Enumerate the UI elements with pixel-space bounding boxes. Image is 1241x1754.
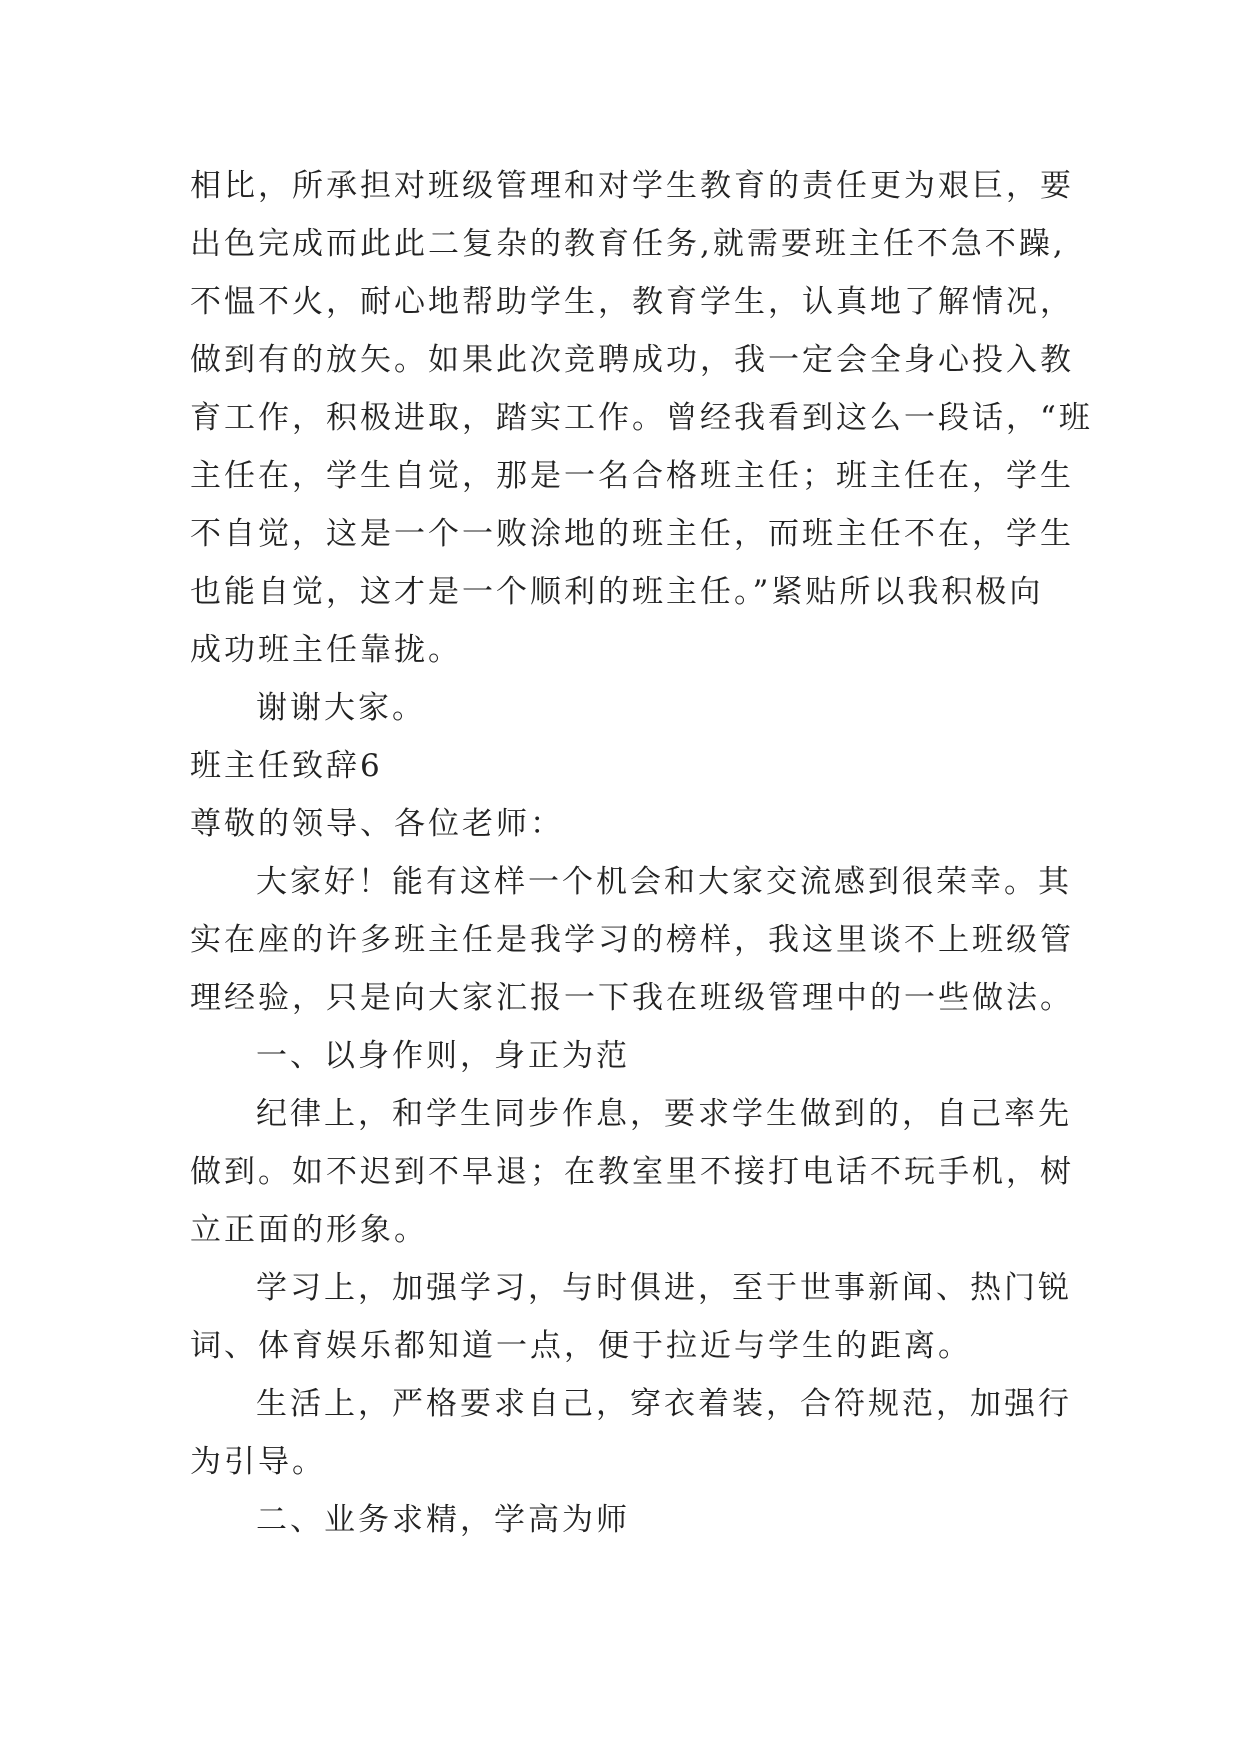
text-line: 育工作，积极进取，踏实工作。曾经我看到这么一段话，“班 bbox=[190, 400, 1093, 436]
text-line: 学习上，加强学习，与时俱进，至于世事新闻、热门锐 bbox=[256, 1270, 1072, 1306]
subheading: 一、以身作则，身正为范 bbox=[256, 1038, 630, 1074]
document-body bbox=[190, 157, 1093, 1549]
text-line: 相比，所承担对班级管理和对学生教育的责任更为艰巨，要 bbox=[190, 168, 1074, 204]
text-line: 理经验，只是向大家汇报一下我在班级管理中的一些做法。 bbox=[190, 980, 1074, 1016]
text-line: 词、体育娱乐都知道一点，便于拉近与学生的距离。 bbox=[190, 1328, 972, 1364]
closing-line: 谢谢大家。 bbox=[256, 690, 426, 726]
subheading: 二、业务求精，学高为师 bbox=[256, 1502, 630, 1538]
text-line: 做到有的放矢。如果此次竞聘成功，我一定会全身心投入教 bbox=[190, 342, 1074, 378]
text-line: 主任在，学生自觉，那是一名合格班主任；班主任在，学生 bbox=[190, 458, 1074, 494]
text-line: 不愠不火，耐心地帮助学生，教育学生，认真地了解情况， bbox=[190, 284, 1074, 320]
text-line: 大家好！能有这样一个机会和大家交流感到很荣幸。其 bbox=[256, 864, 1072, 900]
text-line: 生活上，严格要求自己，穿衣着装，合符规范，加强行 bbox=[256, 1386, 1072, 1422]
text-line: 做到。如不迟到不早退；在教室里不接打电话不玩手机，树 bbox=[190, 1154, 1074, 1190]
text-line: 成功班主任靠拢。 bbox=[190, 632, 462, 668]
text-line: 出色完成而此此二复杂的教育任务,就需要班主任不急不躁, bbox=[190, 226, 1066, 262]
section-title: 班主任致辞6 bbox=[190, 748, 383, 784]
text-line: 纪律上，和学生同步作息，要求学生做到的，自己率先 bbox=[256, 1096, 1072, 1132]
salutation: 尊敬的领导、各位老师： bbox=[190, 806, 564, 842]
text-line: 立正面的形象。 bbox=[190, 1212, 428, 1248]
text-line: 为引导。 bbox=[190, 1444, 326, 1480]
text-line: 也能自觉，这才是一个顺利的班主任。”紧贴所以我积极向 bbox=[190, 574, 1044, 610]
text-line: 不自觉，这是一个一败涂地的班主任，而班主任不在，学生 bbox=[190, 516, 1074, 552]
text-line: 实在座的许多班主任是我学习的榜样，我这里谈不上班级管 bbox=[190, 922, 1074, 958]
